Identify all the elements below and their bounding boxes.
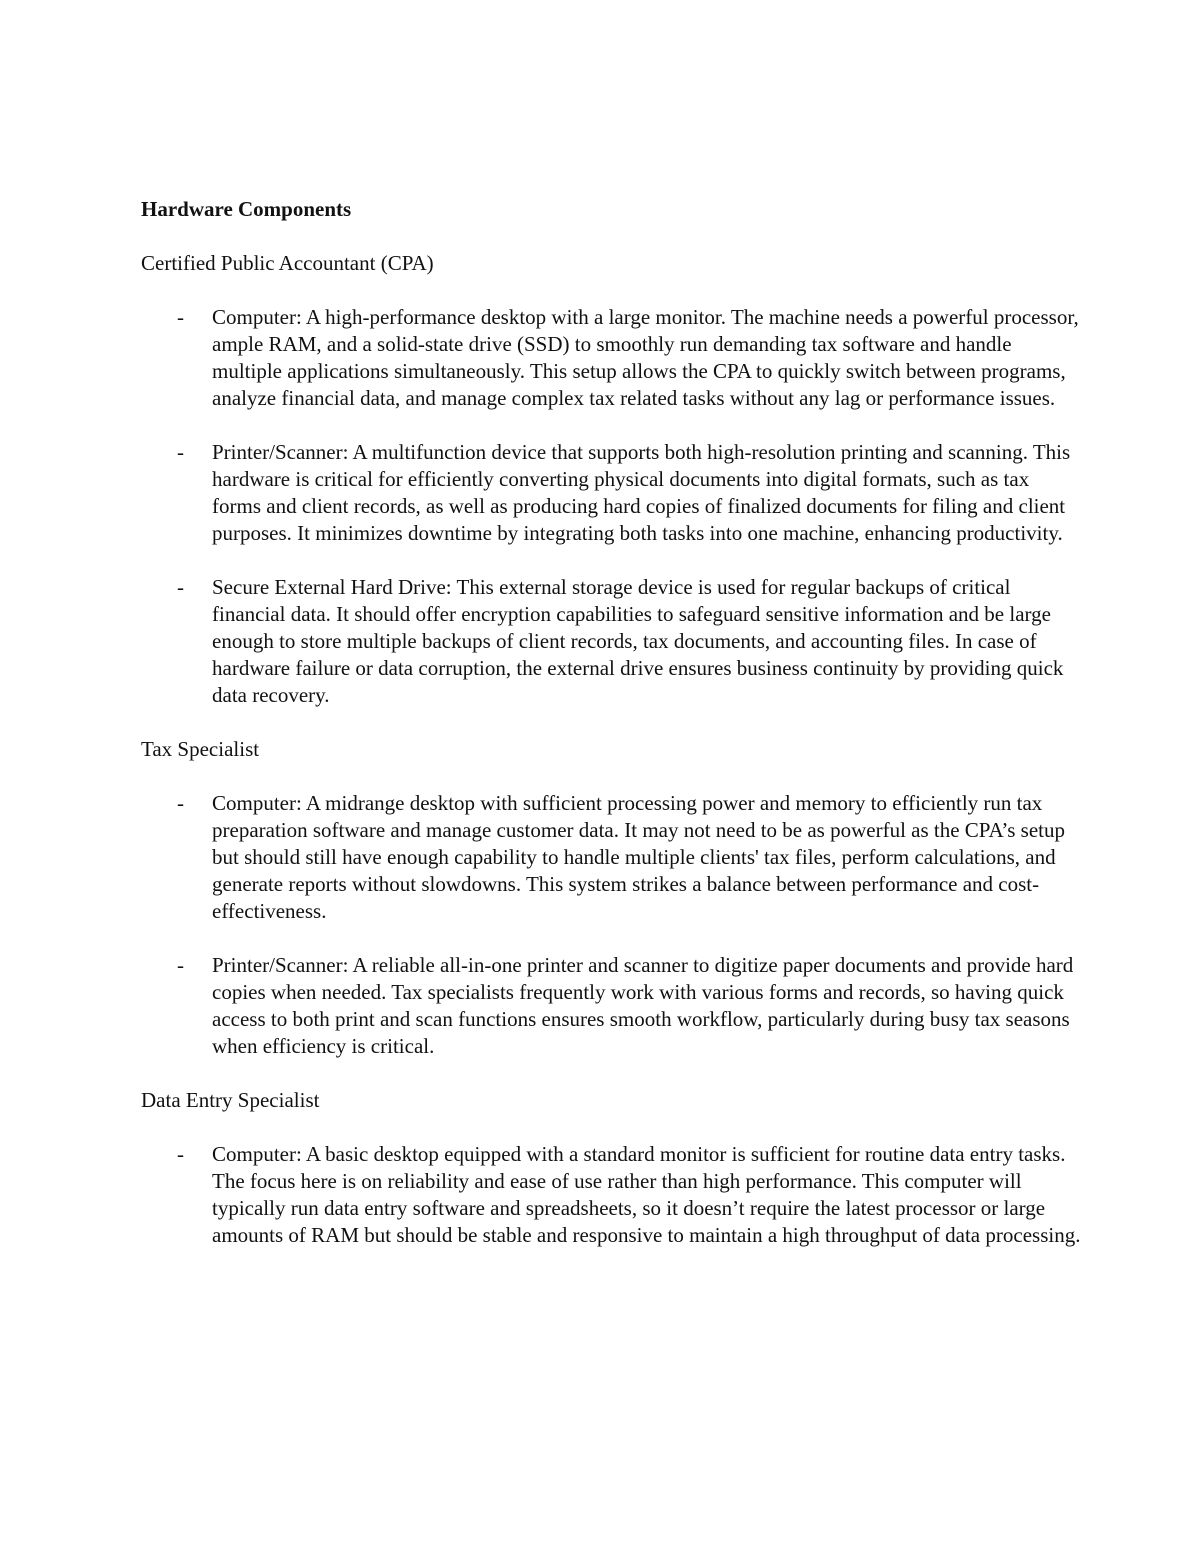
bullet-list: [141, 790, 1081, 1060]
list-item-text: Computer: A basic desktop equipped with a standard monitor is sufficient for routine data entry tasks. The focus here is on reliability and ease of use rather than high performance. This computer will typically run data entry software and spreadsheets, so it doesn’t require the latest processor or large amounts of RAM but should be stable and responsive to maintain a high throughput of data processing.: [212, 1142, 1081, 1247]
dash-marker: -: [177, 305, 184, 329]
section-heading: Certified Public Accountant (CPA): [141, 251, 434, 275]
dash-marker: -: [177, 791, 184, 815]
list-item-text: Printer/Scanner: A multifunction device that supports both high-resolution printing and scanning. This hardware is critical for efficiently converting physical documents into digital formats, such as tax forms and client records, as well as producing hard copies of finalized documents for filing and client purposes. It minimizes downtime by integrating both tasks into one machine, enhancing productivity.: [212, 440, 1071, 545]
section-tax-specialist: [141, 736, 1081, 1060]
document-title: Hardware Components: [141, 197, 352, 221]
list-item: [141, 439, 1081, 547]
list-item: [141, 574, 1081, 709]
list-item-text: Secure External Hard Drive: This external storage device is used for regular backups of critical financial data. It should offer encryption capabilities to safeguard sensitive information and be large enough to store multiple backups of client records, tax documents, and accounting files. In case of hardware failure or data corruption, the external drive ensures business continuity by providing quick data recovery.: [212, 575, 1064, 707]
dash-marker: -: [177, 953, 184, 977]
section-cpa: [141, 250, 1081, 709]
list-item-text: Computer: A midrange desktop with sufficient processing power and memory to efficiently run tax preparation software and manage customer data. It may not need to be as powerful as the CPA’s setup but should still have enough capability to handle multiple clients' tax files, perform calculations, and generate reports without slowdowns. This system strikes a balance between performance and cost-effectiveness.: [212, 791, 1065, 923]
list-item: [141, 790, 1081, 925]
section-heading: Data Entry Specialist: [141, 1088, 320, 1112]
list-item-text: Printer/Scanner: A reliable all-in-one printer and scanner to digitize paper documents and provide hard copies when needed. Tax specialists frequently work with various forms and records, so having quick access to both print and scan functions ensures smooth workflow, particularly during busy tax seasons when efficiency is critical.: [212, 953, 1074, 1058]
list-item: [141, 1141, 1081, 1249]
bullet-list: [141, 304, 1081, 709]
list-item-text: Computer: A high-performance desktop with a large monitor. The machine needs a powerful processor, ample RAM, and a solid-state drive (SSD) to smoothly run demanding tax software and handle multiple applications simultaneously. This setup allows the CPA to quickly switch between programs, analyze financial data, and manage complex tax related tasks without any lag or performance issues.: [212, 305, 1079, 410]
dash-marker: -: [177, 1142, 184, 1166]
dash-marker: -: [177, 440, 184, 464]
section-heading: Tax Specialist: [141, 737, 260, 761]
dash-marker: -: [177, 575, 184, 599]
list-item: [141, 952, 1081, 1060]
list-item: [141, 304, 1081, 412]
section-data-entry-specialist: [141, 1087, 1081, 1249]
document-body: [141, 196, 1081, 1276]
bullet-list: [141, 1141, 1081, 1249]
